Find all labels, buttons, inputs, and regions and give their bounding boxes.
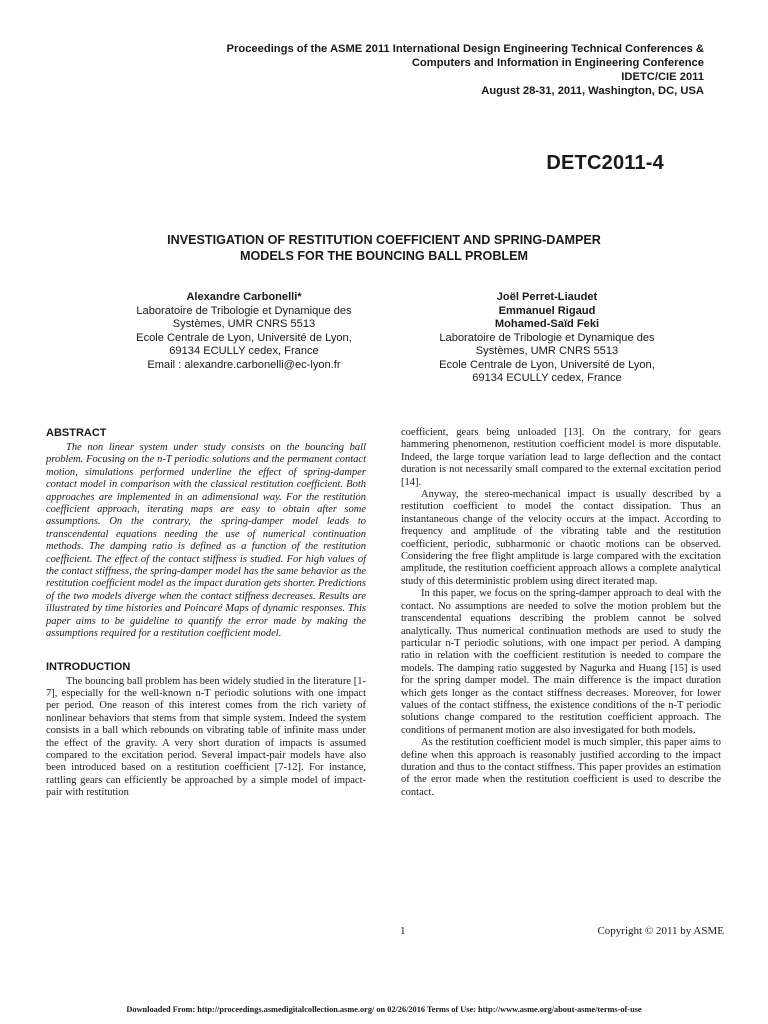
author-name: Alexandre Carbonelli* [186,291,302,303]
copyright-notice: Copyright © 2011 by ASME [597,925,724,937]
title-line: MODELS FOR THE BOUNCING BALL PROBLEM [239,249,529,263]
conference-header [84,42,704,98]
body-paragraph: In this paper, we focus on the spring-damper approach to deal with the contact. No assumptions are needed to solve the motion problem but the transcendental equations describing the problem cannot be solved analytically. Thus numerical continuation methods are used to study the particular n-T periodic solutions, with one impact per period. A damping ratio in relation with the coefficient restitution is needed to compare the models. The damping ratio suggested by Nagurka and Huang [15] is used for the spring damper model. The main difference is the impact duration which gets longer as the contact stiffness decreases. Moreover, for lower values of the contact stiffness, the existence conditions of the n-T periodic solutions change compared to the restitution coefficient approach. The conditions of permanent motion are also investigated for both models. [401,588,721,736]
affiliation-line: Ecole Centrale de Lyon, Université de Lyon, [439,358,655,371]
introduction-heading: INTRODUCTION [46,660,131,673]
body-paragraph: coefficient, gears being unloaded [13]. On the contrary, for gears hammering phenomenon, restitution coefficient model is more disputable. Indeed, the large torque variation lead to large deflection and the contact duration is not necessarily small compared to the external excitation period [14]. [401,427,721,488]
body-paragraph: Anyway, the stereo-mechanical impact is usually described by a restitution coefficient to model the contact dissipation. Thus an instantaneous change of the velocity occurs at the impact. According to frequency and amplitude of the vibrating table and the restitution coefficient, periodic, subharmonic or chaotic motions can be observed. Considering the free flight amplitude is large compared with the excitation amplitude, the restitution coefficient approach allows a complete analytical study of this deterministic problem using direct iterated map. [401,489,721,587]
download-footer: Downloaded From: http://proceedings.asmedigitalcollection.asme.org/ on 02/26/2016 Terms of Use: http://www.asme.org/about-asme/terms-of-use [126,1005,642,1014]
affiliation-line: Systèmes, UMR CNRS 5513 [475,345,619,357]
affiliation-line: Laboratoire de Tribologie et Dynamique des [136,304,352,317]
conference-line: IDETC/CIE 2011 [621,71,704,83]
affiliation-line: Systèmes, UMR CNRS 5513 [172,318,316,330]
left-column [46,427,366,800]
author-name: Emmanuel Rigaud [498,304,596,317]
body-paragraph: As the restitution coefficient model is much simpler, this paper aims to define when this approach is reasonably justified according to the impact duration and thus to the contact stiffness. This paper provides an estimation of the error made when the restitution coefficient is used to describe the contact. [401,737,721,798]
affiliation-line: 69134 ECULLY cedex, France [472,372,622,384]
author-name: Joël Perret-Liaudet [496,291,598,303]
right-column [401,427,721,799]
title-line: INVESTIGATION OF RESTITUTION COEFFICIENT AND SPRING-DAMPER [167,233,601,247]
affiliation-line: 69134 ECULLY cedex, France [169,345,319,357]
page-number: 1 [400,925,406,937]
author-name: Mohamed-Saïd Feki [494,318,600,330]
abstract-heading: ABSTRACT [46,427,107,439]
affiliation-line: Ecole Centrale de Lyon, Université de Lyon, [136,331,352,344]
introduction-text: The bouncing ball problem has been widely studied in the literature [1-7], especially for the well-known n-T periodic solutions with one impact per period. One reason of this interest comes from the rich variety of nonlinear behaviors that stems from that simple system. Indeed the system consists in a ball which rebounds on vibrating table of infinite mass under the effect of the gravity. A very short duration of impacts is assumed compared to the excitation period. Several impact-pair models have also been introduced based on a restitution coefficient [7-12]. For instance, rattling gears can efficiently be approached by a simple model of impact-pair with restitution [46,675,366,799]
conference-line: Computers and Information in Engineering Conference [411,57,704,69]
paper-id: DETC2011-4 [546,152,664,174]
author-block-right [364,291,730,386]
paper-title [60,232,708,264]
conference-line: Proceedings of the ASME 2011 International Design Engineering Technical Conferences & [226,43,704,55]
section-spacer [46,641,366,661]
abstract-text: The non linear system under study consists on the bouncing ball problem. Focusing on the n-T periodic solutions and the permanent contact motion, simulations performed underline the effect of spring-damper contact model in comparison with the classical restitution coefficient. Both approaches are implemented in an adimensional way. For the restitution coefficient approach, iterating maps are easy to obtain after some assumptions. On the contrary, the spring-damper model leads to transcendental equations needing the use of numerical continuation methods. The damping ratio is defined as a function of the restitution coefficient. The effect of the contact stiffness is studied. For high values of the contact stiffness, the spring-damper model has the same behavior as the restitution coefficient model as the impact duration gets shorter. Predictions of the two models diverge when the contact stiffness decreases. Results are illustrated by time histories and Poincaré Maps of dynamic responses. This paper aims to be guideline to quantify the error made by making the assumptions required for a restitution coefficient model. [46,442,366,640]
author-block-left [84,291,404,372]
affiliation-line: Laboratoire de Tribologie et Dynamique des [439,331,655,344]
author-email: Email : alexandre.carbonelli@ec-lyon.fr [147,358,341,371]
conference-line: August 28-31, 2011, Washington, DC, USA [481,85,704,97]
